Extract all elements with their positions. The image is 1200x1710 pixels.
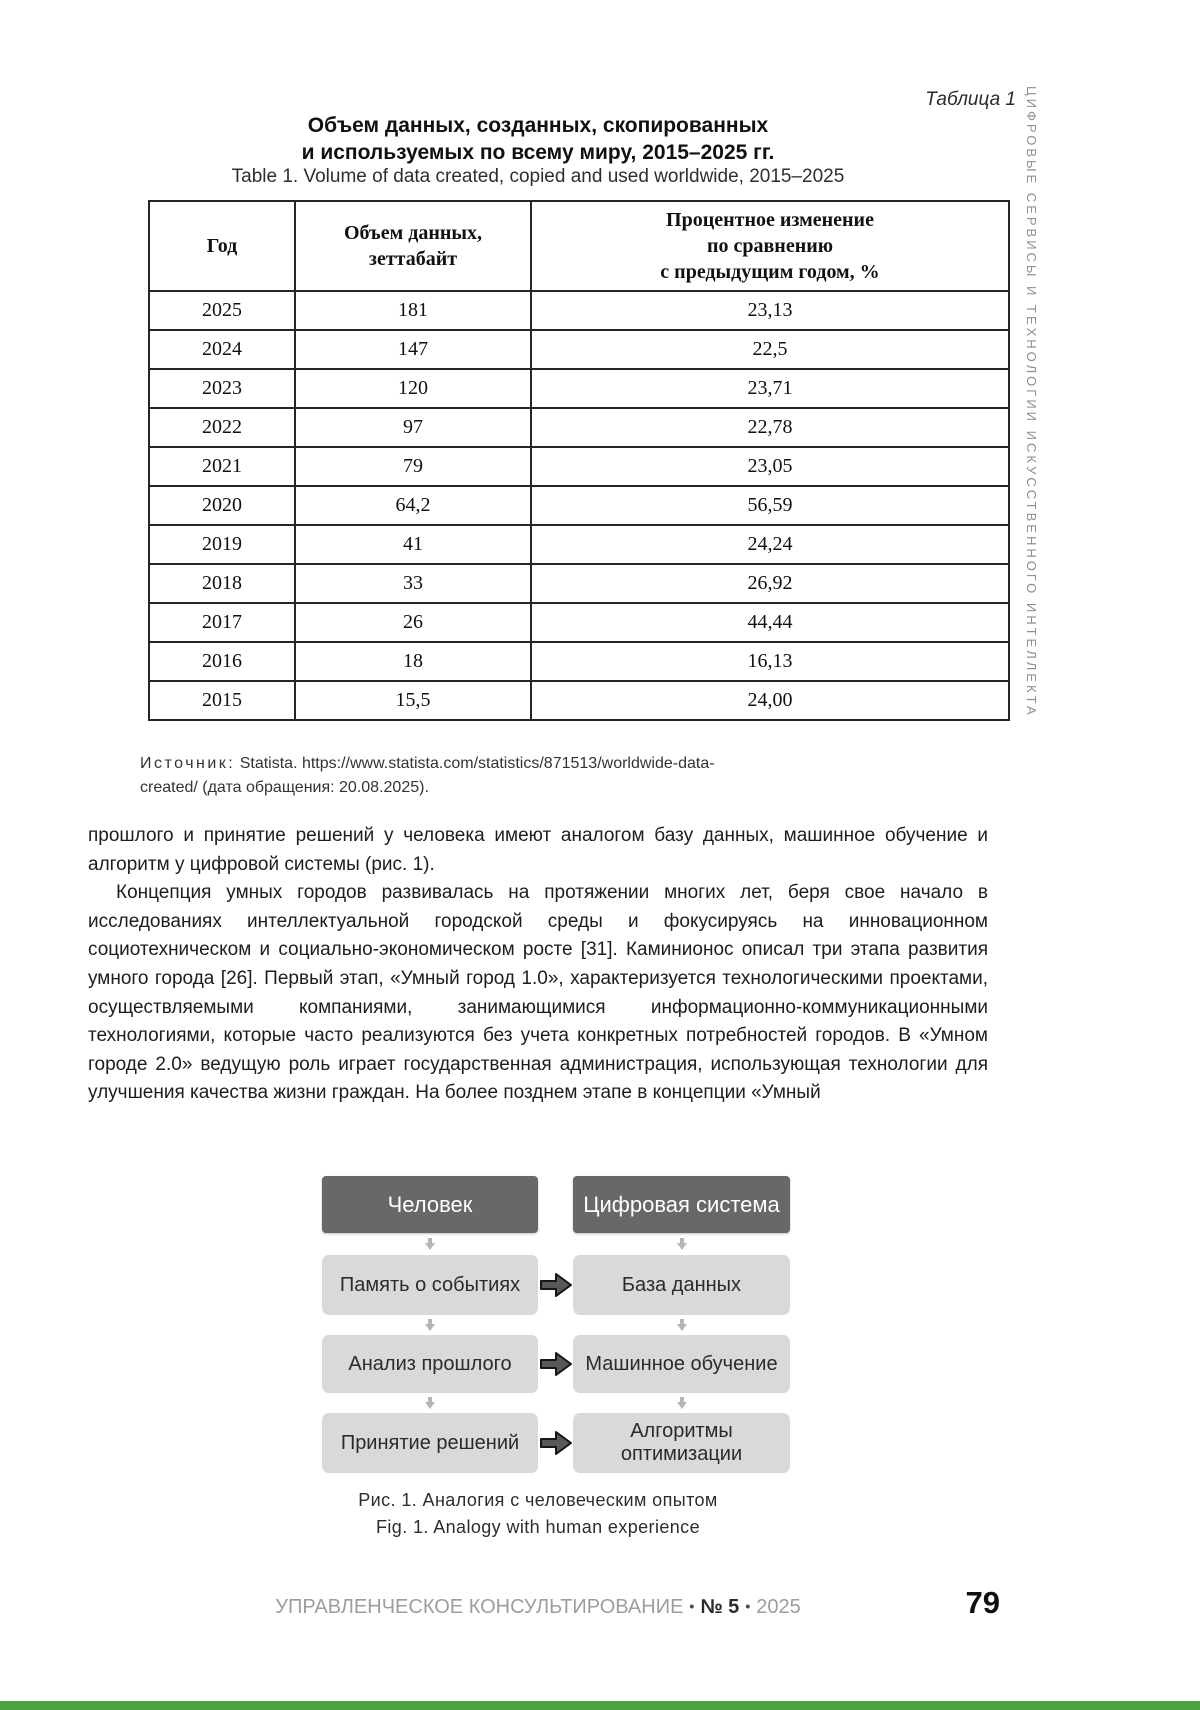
volume-cell: 41 bbox=[295, 525, 531, 564]
source-line-1 bbox=[140, 752, 1020, 776]
source-line-2: created/ (дата обращения: 20.08.2025). bbox=[140, 779, 429, 796]
issue-number: № 5 bbox=[700, 1596, 740, 1618]
percent-cell: 23,71 bbox=[531, 369, 1009, 408]
figure-caption-en: Fig. 1. Analogy with human experience bbox=[376, 1517, 700, 1537]
article-body bbox=[88, 822, 988, 1108]
year-cell: 2015 bbox=[149, 681, 295, 720]
table-row bbox=[149, 369, 1009, 408]
flow-box-optimization: Алгоритмы оптимизации bbox=[573, 1413, 790, 1473]
flow-box-machine-learning: Машинное обучение bbox=[573, 1335, 790, 1393]
flow-box-database: База данных bbox=[573, 1255, 790, 1315]
source-note bbox=[140, 752, 1020, 800]
body-paragraph-1: прошлого и принятие решений у человека имеют аналогом базу данных, машинное обучение и алгоритм у цифровой системы (рис. 1). bbox=[88, 825, 988, 875]
flow-box-analysis: Анализ прошлого bbox=[322, 1335, 538, 1393]
table-row bbox=[149, 642, 1009, 681]
year-cell: 2021 bbox=[149, 447, 295, 486]
volume-cell: 120 bbox=[295, 369, 531, 408]
source-label: Источник: bbox=[140, 755, 236, 772]
year-cell: 2020 bbox=[149, 486, 295, 525]
sidebar-running-title: ЦИФРОВЫЕ СЕРВИСЫ И ТЕХНОЛОГИИ ИСКУССТВЕННОГО ИНТЕЛЛЕКТА bbox=[1024, 86, 1039, 718]
year-cell: 2024 bbox=[149, 330, 295, 369]
figure-box-digital-system: Цифровая система bbox=[573, 1176, 790, 1233]
volume-cell: 97 bbox=[295, 408, 531, 447]
percent-cell: 24,24 bbox=[531, 525, 1009, 564]
volume-cell: 181 bbox=[295, 291, 531, 330]
source-text: Statista. https://www.statista.com/statistics/871513/worldwide-data- bbox=[239, 755, 715, 772]
down-arrow-icon bbox=[322, 1393, 538, 1413]
percent-cell: 24,00 bbox=[531, 681, 1009, 720]
table-row bbox=[149, 564, 1009, 603]
down-arrow-icon bbox=[322, 1315, 538, 1335]
figure-caption-ru: Рис. 1. Аналогия с человеческим опытом bbox=[358, 1490, 718, 1510]
right-arrow-icon bbox=[538, 1335, 573, 1393]
year-cell: 2016 bbox=[149, 642, 295, 681]
footer-separator: • bbox=[745, 1598, 751, 1614]
flow-box-decisions: Принятие решений bbox=[322, 1413, 538, 1473]
percent-cell: 26,92 bbox=[531, 564, 1009, 603]
percent-cell: 44,44 bbox=[531, 603, 1009, 642]
down-arrow-icon bbox=[573, 1233, 790, 1255]
figure-flowchart bbox=[322, 1176, 790, 1473]
percent-cell: 23,13 bbox=[531, 291, 1009, 330]
table-header-row bbox=[149, 201, 1009, 291]
year-cell: 2023 bbox=[149, 369, 295, 408]
figure-caption bbox=[88, 1487, 988, 1541]
table-title-ru-line2: и используемых по всему миру, 2015–2025 гг. bbox=[301, 141, 775, 164]
year-cell: 2025 bbox=[149, 291, 295, 330]
down-arrow-icon bbox=[573, 1393, 790, 1413]
year-cell: 2022 bbox=[149, 408, 295, 447]
year-cell: 2017 bbox=[149, 603, 295, 642]
footer-separator: • bbox=[689, 1598, 695, 1614]
down-arrow-icon bbox=[573, 1315, 790, 1335]
volume-cell: 64,2 bbox=[295, 486, 531, 525]
table-title-ru-line1: Объем данных, созданных, скопированных bbox=[307, 114, 769, 137]
body-paragraph-2: Концепция умных городов развивалась на протяжении многих лет, беря свое начало в исследованиях интеллектуальной городской среды и фокусируясь на инновационном социотехническом и социально-экономическом росте [31]. Каминионос описал три этапа развития умного города [26]. Первый этап, «Умный город 1.0», характеризуется технологическими проектами, осуществляемыми компаниями, занимающимися информационно-коммуникационными технологиями, которые часто реализуются без учета конкретных потребностей городов. В «Умном городе 2.0» ведущую роль играет государственная администрация, использующая технологии для улучшения качества жизни граждан. На более позднем этапе в концепции «Умный bbox=[88, 882, 988, 1104]
figure-box-human: Человек bbox=[322, 1176, 538, 1233]
table-row bbox=[149, 681, 1009, 720]
volume-cell: 33 bbox=[295, 564, 531, 603]
percent-column-header: Процентное изменение по сравнению с предыдущим годом, % bbox=[531, 201, 1009, 291]
year-column-header: Год bbox=[149, 201, 295, 291]
percent-cell: 23,05 bbox=[531, 447, 1009, 486]
year-cell: 2019 bbox=[149, 525, 295, 564]
percent-cell: 16,13 bbox=[531, 642, 1009, 681]
percent-cell: 56,59 bbox=[531, 486, 1009, 525]
volume-cell: 79 bbox=[295, 447, 531, 486]
percent-cell: 22,5 bbox=[531, 330, 1009, 369]
table-body bbox=[149, 291, 1009, 720]
right-arrow-icon bbox=[538, 1413, 573, 1473]
volume-cell: 15,5 bbox=[295, 681, 531, 720]
table-row bbox=[149, 291, 1009, 330]
table-row bbox=[149, 486, 1009, 525]
percent-cell: 22,78 bbox=[531, 408, 1009, 447]
volume-cell: 147 bbox=[295, 330, 531, 369]
table-row bbox=[149, 603, 1009, 642]
table-row bbox=[149, 525, 1009, 564]
volume-cell: 18 bbox=[295, 642, 531, 681]
volume-cell: 26 bbox=[295, 603, 531, 642]
footer-year: 2025 bbox=[756, 1596, 801, 1618]
page-number: 79 bbox=[965, 1585, 1000, 1620]
down-arrow-icon bbox=[322, 1233, 538, 1255]
volume-column-header: Объем данных, зеттабайт bbox=[295, 201, 531, 291]
table-row bbox=[149, 330, 1009, 369]
table-title-en: Table 1. Volume of data created, copied and used worldwide, 2015–2025 bbox=[231, 166, 845, 187]
bottom-accent-bar bbox=[0, 1701, 1200, 1710]
right-arrow-icon bbox=[538, 1255, 573, 1315]
table-row bbox=[149, 447, 1009, 486]
flow-box-memory: Память о событиях bbox=[322, 1255, 538, 1315]
table-caption-label: Таблица 1 bbox=[925, 89, 1016, 110]
footer bbox=[88, 1596, 988, 1619]
year-cell: 2018 bbox=[149, 564, 295, 603]
table-row bbox=[149, 408, 1009, 447]
table-title-ru bbox=[88, 112, 988, 166]
data-table bbox=[148, 200, 1010, 721]
journal-name: УПРАВЛЕНЧЕСКОЕ КОНСУЛЬТИРОВАНИЕ bbox=[275, 1596, 684, 1618]
